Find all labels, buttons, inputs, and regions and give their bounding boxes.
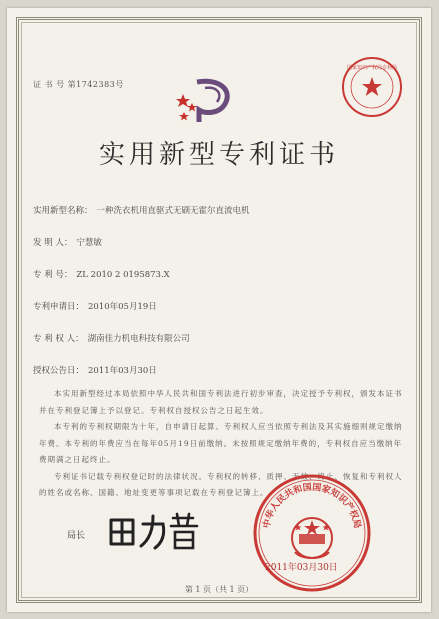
certificate-number: 证 书 号 第1742383号 <box>33 80 124 89</box>
field-value: 湖南佳力机电科技有限公司 <box>87 334 190 344</box>
certificate-page <box>7 8 431 612</box>
director-signature-icon <box>103 510 203 552</box>
field-application-date <box>33 300 157 312</box>
field-announcement-date <box>33 364 157 376</box>
field-label: 实用新型名称： <box>33 206 93 216</box>
patent-office-logo-icon <box>175 76 233 126</box>
body-paragraph: 本实用新型经过本局依照中华人民共和国专利法进行初步审查，决定授予专利权，颁发本证书并在专利登记簿上予以登记。专利权自授权公告之日起生效。 <box>39 389 403 415</box>
field-patentee <box>33 332 190 344</box>
field-value: 宁慧敏 <box>76 238 102 248</box>
seal-date: 2011年03月30日 <box>265 563 338 573</box>
page-footer: 第 1 页（共 1 页） <box>184 585 254 594</box>
field-value: 一种洗衣机用直驱式无刷无霍尔直流电机 <box>96 206 250 216</box>
field-label: 授权公告日： <box>33 366 85 376</box>
field-label: 专 利 权 人： <box>33 334 84 344</box>
field-value: 2010年05月19日 <box>88 302 157 312</box>
director-label: 局长 <box>67 531 86 541</box>
body-paragraph: 专利证书记载专利权登记时的法律状况。专利权的转移、质押、无效、终止、恢复和专利权人的姓名或名称、国籍、地址变更等事项记载在专利登记簿上。 <box>39 471 403 497</box>
official-seal-icon <box>251 472 373 594</box>
body-paragraph: 本专利的专利权期限为十年，自申请日起算。专利权人应当依照专利法及其实施细则规定缴纳年费。本专利的年费应当在每年05月19日前缴纳。未按照规定缴纳年费的，专利权自应当缴纳年费期满之日起终止。 <box>39 422 403 464</box>
field-label: 发 明 人： <box>33 238 73 248</box>
field-label: 专 利 号： <box>33 270 73 280</box>
field-utility-name <box>33 204 250 216</box>
office-stamp-icon <box>340 55 404 119</box>
field-inventor <box>33 236 102 248</box>
field-patent-number <box>33 268 170 280</box>
office-stamp-text: 国家知识产权局专利局 <box>346 65 398 71</box>
field-value: 2011年03月30日 <box>88 366 157 376</box>
field-value: ZL 2010 2 0195873.X <box>76 270 170 280</box>
field-label: 专利申请日： <box>33 302 85 312</box>
seal-text: 中华人民共和国国家知识产权局 <box>262 482 362 530</box>
page-title: 实用新型专利证书 <box>98 140 339 170</box>
